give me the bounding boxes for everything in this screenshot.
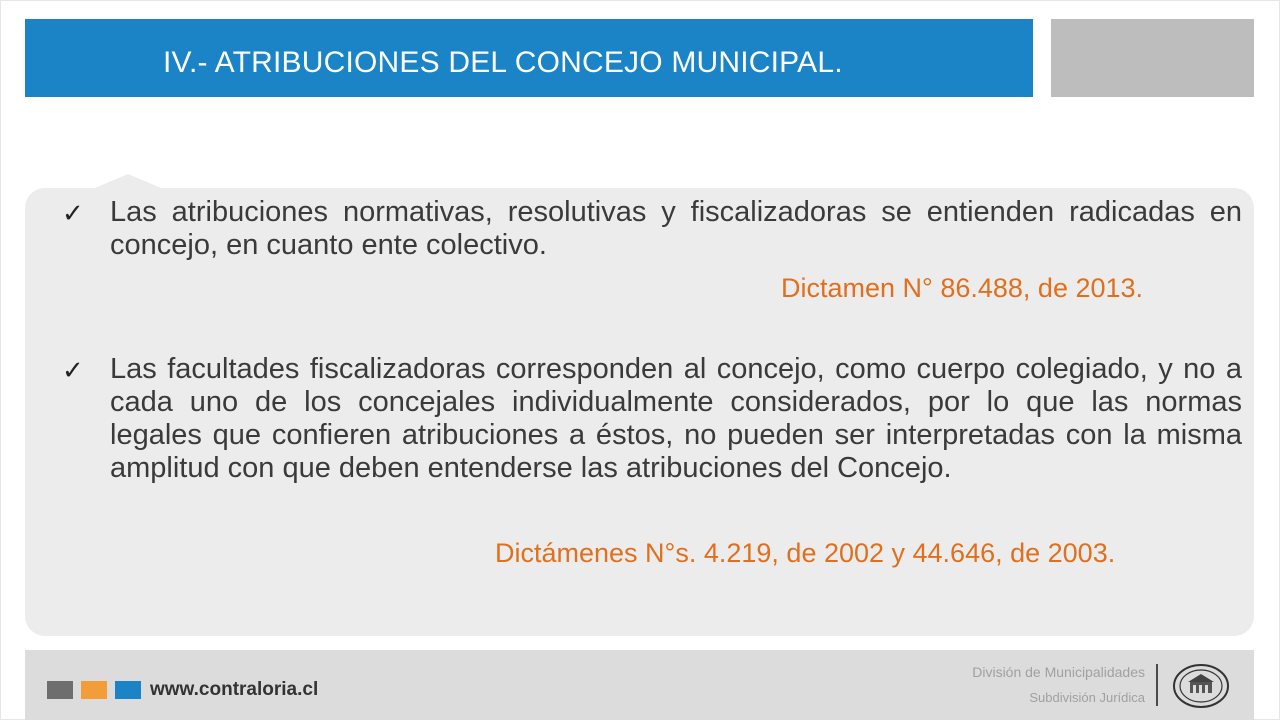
subdivision-label: Subdivisión Jurídica [1029, 690, 1145, 705]
checkmark-icon: ✓ [62, 198, 84, 228]
checkmark-icon: ✓ [62, 355, 84, 385]
citation-1: Dictamen N° 86.488, de 2013. [781, 273, 1144, 303]
bullet-text-1: Las atribuciones normativas, resolutivas y fiscalizadoras se entienden radicadas en concejo, en cuanto ente colectivo. [110, 196, 1242, 261]
slide-title: IV.- ATRIBUCIONES DEL CONCEJO MUNICIPAL. [163, 46, 843, 79]
bullet-item-1 [62, 196, 1242, 262]
footer-square-blue [115, 681, 141, 699]
contraloria-seal-icon [1171, 662, 1231, 710]
footer-square-gray [47, 681, 73, 699]
division-label: División de Municipalidades [972, 664, 1145, 680]
bullet-item-2 [62, 353, 1242, 485]
website-link[interactable]: www.contraloria.cl [150, 679, 319, 700]
bullet-text-2: Las facultades fiscalizadoras corresponden al concejo, como cuerpo colegiado, y no a cada uno de los concejales individualmente considerados, por lo que las normas legales que confieren atribuciones a éstos, no pueden ser interpretadas con la misma amplitud con que deben entenderse las atribuciones del Concejo. [110, 353, 1242, 484]
citation-2: Dictámenes N°s. 4.219, de 2002 y 44.646, de 2003. [495, 538, 1116, 568]
footer-square-orange [81, 681, 107, 699]
footer-divider [1156, 664, 1158, 706]
header-gray-block [1051, 19, 1254, 97]
